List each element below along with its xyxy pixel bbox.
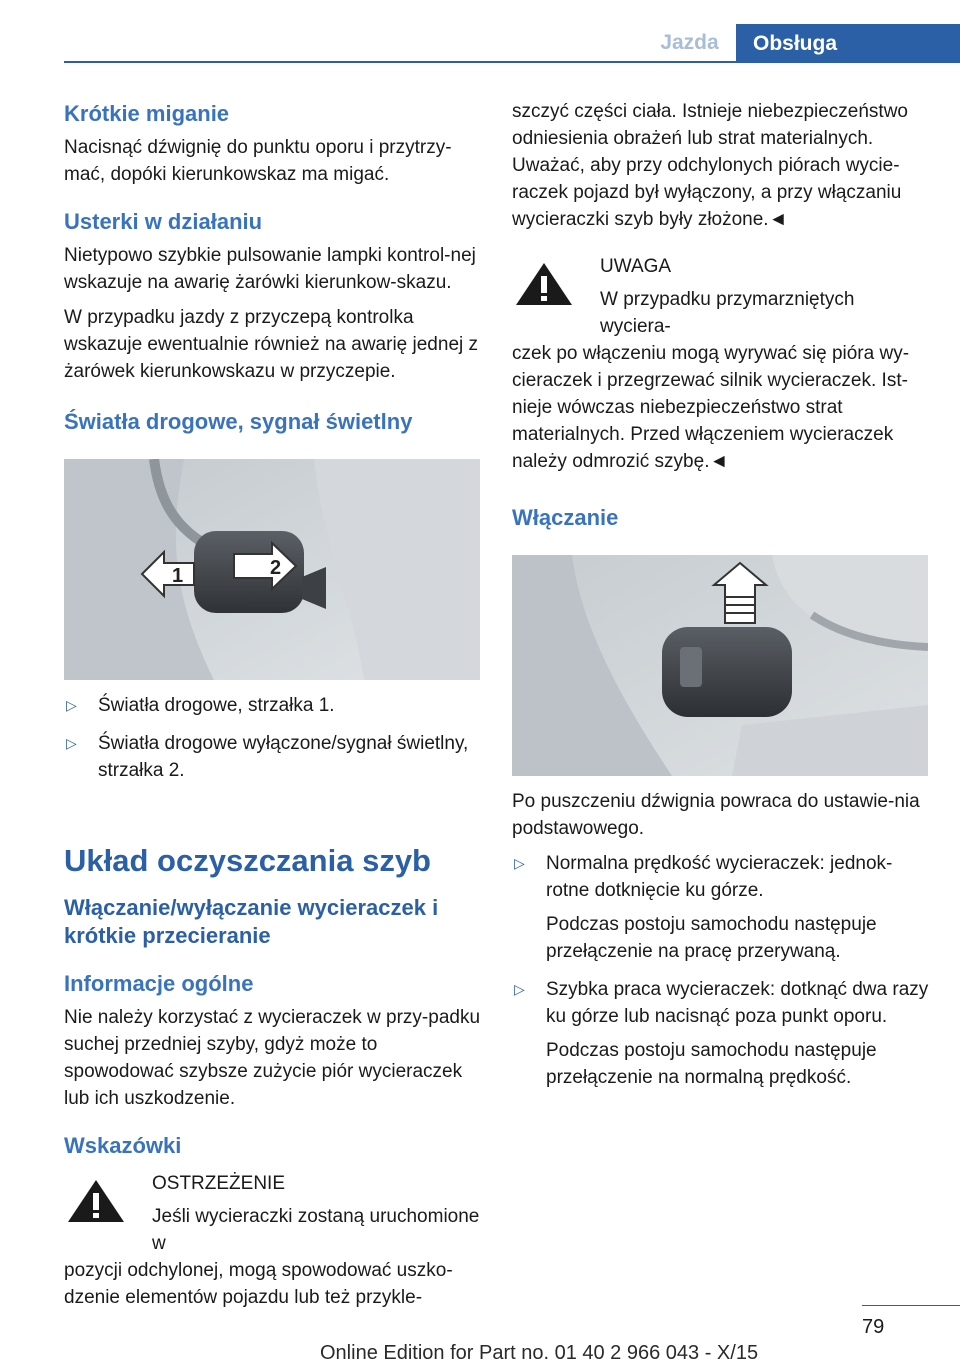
heading-informacje: Informacje ogólne xyxy=(64,971,254,996)
arrow-2-label: 2 xyxy=(270,557,282,579)
header-rule xyxy=(64,61,960,63)
footer-rule xyxy=(862,1305,960,1306)
tab-obsluga-label: Obsługa xyxy=(753,32,838,55)
headlight-list xyxy=(64,692,484,784)
chapter-title: Układ oczyszczania szyb xyxy=(64,843,431,878)
paragraph-informacje: Nie należy korzystać z wycieraczek w przy-padku suchej przedniej szyby, gdyż może to spowodować szybsze zużycie piór wycieraczek lub ich uszkodzenie. xyxy=(64,1007,481,1109)
heading-wlaczanie-wylaczanie: Włączanie/wyłączanie wycieraczek i krótkie przecieranie xyxy=(64,895,439,948)
headlight-stalk-photo xyxy=(64,459,480,680)
paragraph-continuation: szczyć części ciała. Istnieje niebezpieczeństwo odniesienia obrażeń lub strat materialnych. Uważać, aby przy odchylonych piórach wycie-raczek pojazd był wyłączony, a przy włączaniu wycieraczki szyb były złożone.◄ xyxy=(512,101,909,230)
list-item xyxy=(64,730,484,784)
caution-text: czek po włączeniu mogą wyrywać się pióra wy-cieraczek i przegrzewać silnik wycieraczek. Ist-nieje wówczas niebezpieczeństwo strat materialnych. Przed włączeniem wycieraczek należy odmrozić szybę.◄ xyxy=(512,343,910,472)
paragraph-usterki-2: W przypadku jazdy z przyczepą kontrolka wskazuje ewentualnie również na awarię jednej z żarówek kierunkowskazu w przyczepie. xyxy=(64,307,479,382)
heading-wskazowki: Wskazówki xyxy=(64,1133,182,1158)
list-item-text: Normalna prędkość wycieraczek: jednok-rotne dotknięcie ku górze. xyxy=(546,853,893,901)
triangle-right-icon: ▷ xyxy=(66,697,77,713)
list-item xyxy=(512,850,930,965)
heading-wlaczanie: Włączanie xyxy=(512,505,619,530)
list-item-note: Podczas postoju samochodu następuje przełączenie na normalną prędkość. xyxy=(546,1040,877,1088)
triangle-right-icon: ▷ xyxy=(514,981,525,997)
warning-triangle-icon xyxy=(64,1176,128,1226)
triangle-right-icon: ▷ xyxy=(66,735,77,751)
list-item xyxy=(64,692,484,719)
wiper-list xyxy=(512,850,930,1091)
list-item-text: Szybka praca wycieraczek: dotknąć dwa razy ku górze lub nacisnąć poza punkt oporu. xyxy=(546,979,929,1027)
list-item-text: Światła drogowe, strzałka 1. xyxy=(98,695,335,716)
arrow-1-label: 1 xyxy=(172,565,184,587)
heading-swiatla: Światła drogowe, sygnał świetlny xyxy=(64,409,413,434)
wiper-stalk-photo xyxy=(512,555,928,776)
heading-krotkie-miganie: Krótkie miganie xyxy=(64,101,230,126)
page-number: 79 xyxy=(862,1316,885,1338)
heading-usterki: Usterki w działaniu xyxy=(64,209,263,234)
tab-obsluga xyxy=(736,24,960,63)
tab-jazda: Jazda xyxy=(660,31,719,54)
list-item-text: Światła drogowe wyłączone/sygnał świetlny, strzałka 2. xyxy=(98,733,469,781)
paragraph-usterki-1: Nietypowo szybkie pulsowanie lampki kontrol-nej wskazuje na awarię żarówki kierunkow-skazu. xyxy=(64,245,476,293)
warning-box xyxy=(64,1170,484,1311)
paragraph-krotkie: Nacisnąć dźwignię do punktu oporu i przytrzy-mać, dopóki kierunkowskaz ma migać. xyxy=(64,137,452,185)
triangle-right-icon: ▷ xyxy=(514,855,525,871)
caution-box xyxy=(512,253,930,475)
edition-text: Online Edition for Part no. 01 40 2 966 043 - X/15 xyxy=(320,1342,759,1364)
list-item-note: Podczas postoju samochodu następuje przełączenie na pracę przerywaną. xyxy=(546,914,877,962)
list-item xyxy=(512,976,930,1091)
warning-label: OSTRZEŻENIE xyxy=(152,1173,286,1194)
warning-text: pozycji odchylonej, mogą spowodować uszko-dzenie elementów pojazdu lub też przykle- xyxy=(64,1260,453,1308)
left-column xyxy=(64,98,484,1311)
paragraph-po-puszczeniu: Po puszczeniu dźwignia powraca do ustawie-nia podstawowego. xyxy=(512,791,920,839)
warning-first-line: Jeśli wycieraczki zostaną uruchomione w xyxy=(152,1206,480,1254)
warning-triangle-icon xyxy=(512,259,576,309)
caution-first-line: W przypadku przymarzniętych wyciera- xyxy=(600,289,855,337)
caution-label: UWAGA xyxy=(600,256,672,277)
right-column xyxy=(512,98,930,1102)
